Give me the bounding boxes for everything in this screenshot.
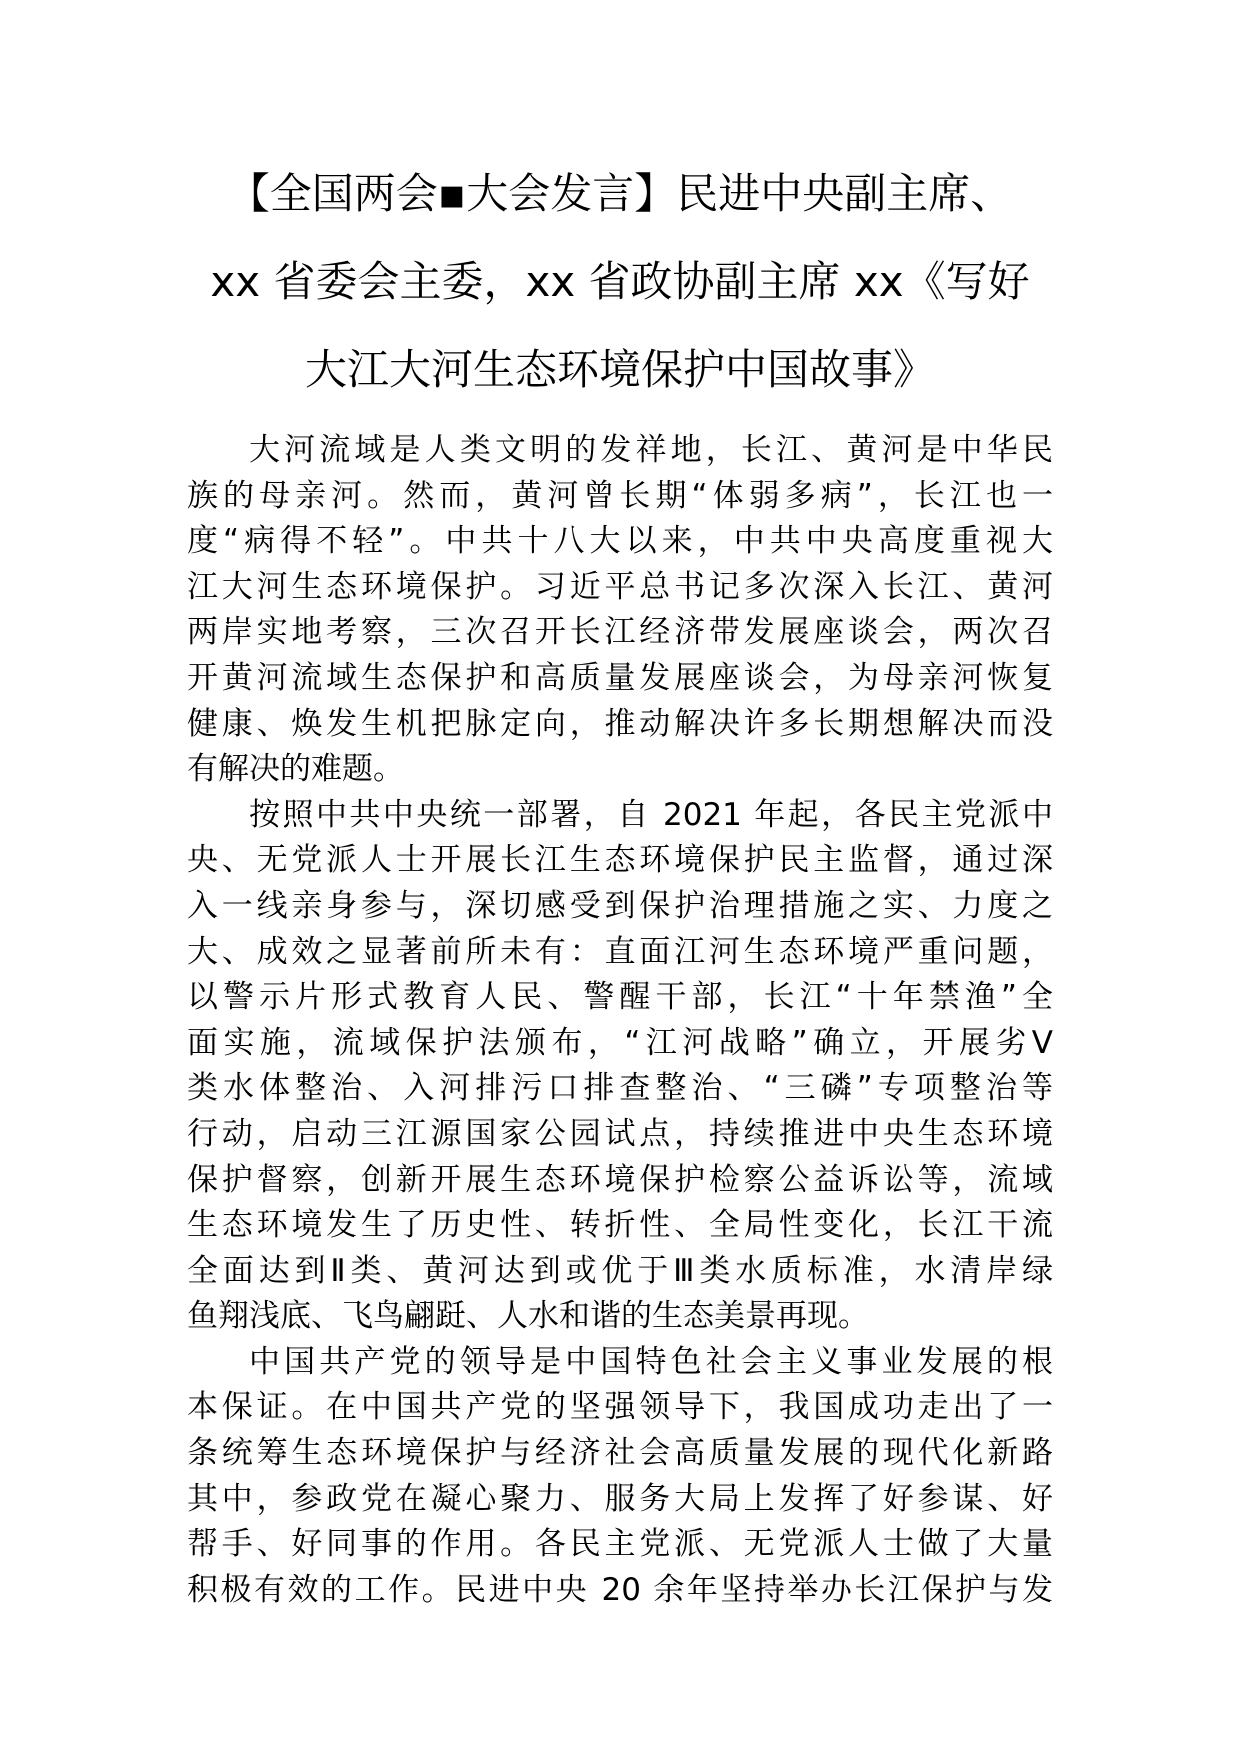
text-line: 积极有效的工作。民进中央 20 余年坚持举办长江保护与发 [187, 1571, 1053, 1608]
text-line: 本保证。在中国共产党的坚强领导下，我国成功走出了一 [187, 1389, 1053, 1426]
text-line: 江大河生态环境保护。习近平总书记多次深入长江、黄河 [187, 568, 1053, 605]
text-line: 大、成效之显著前所未有：直面江河生态环境严重问题， [187, 933, 1053, 970]
text-line: 其中，参政党在凝心聚力、服务大局上发挥了好参谋、好 [187, 1480, 1053, 1517]
text-line: 鱼翔浅底、飞鸟翩跹、人水和谐的生态美景再现。 [187, 1298, 869, 1335]
text-line: 两岸实地考察，三次召开长江经济带发展座谈会，两次召 [187, 614, 1053, 651]
text-line: 帮手、好同事的作用。各民主党派、无党派人士做了大量 [187, 1526, 1053, 1563]
text-line: 入一线亲身参与，深切感受到保护治理措施之实、力度之 [187, 887, 1053, 924]
text-line: 类水体整治、入河排污口排查整治、“三磷”专项整治等 [187, 1070, 1053, 1107]
text-line: 央、无党派人士开展长江生态环境保护民主监督，通过深 [187, 842, 1053, 879]
text-line: 以警示片形式教育人民、警醒干部，长江“十年禁渔”全 [187, 979, 1053, 1016]
text-line: 全面达到Ⅱ类、黄河达到或优于Ⅲ类水质标准，水清岸绿 [187, 1252, 1053, 1289]
title-line: 大江大河生态环境保护中国故事》 [304, 345, 935, 394]
text-line: 度“病得不轻”。中共十八大以来，中共中央高度重视大 [187, 523, 1053, 560]
text-line: 有解决的难题。 [187, 751, 404, 788]
text-line: 族的母亲河。然而，黄河曾长期“体弱多病”，长江也一 [187, 477, 1053, 514]
text-line: 健康、焕发生机把脉定向，推动解决许多长期想解决而没 [187, 705, 1053, 742]
paragraph [187, 428, 1053, 793]
paragraph [187, 1340, 1053, 1614]
text-line: 开黄河流域生态保护和高质量发展座谈会，为母亲河恢复 [187, 659, 1053, 696]
text-line: 生态环境发生了历史性、转折性、全局性变化，长江干流 [187, 1207, 1053, 1244]
document-title [150, 150, 1090, 414]
title-line: 【全国两会▪大会发言】民进中央副主席、 [227, 169, 1013, 218]
paragraph [187, 793, 1053, 1340]
text-line: 条统筹生态环境保护与经济社会高质量发展的现代化新路 [187, 1435, 1053, 1472]
text-line: 中国共产党的领导是中国特色社会主义事业发展的根 [249, 1343, 1053, 1380]
text-line: 面实施，流域保护法颁布，“江河战略”确立，开展劣Ⅴ [187, 1024, 1053, 1061]
text-line: 按照中共中央统一部署，自 2021 年起，各民主党派中 [249, 796, 1053, 833]
text-line: 保护督察，创新开展生态环境保护检察公益诉讼等，流域 [187, 1161, 1053, 1198]
document-body [187, 428, 1053, 1613]
text-line: 大河流域是人类文明的发祥地，长江、黄河是中华民 [249, 432, 1053, 468]
title-line: xx 省委会主委，xx 省政协副主席 xx《写好 [210, 257, 1030, 306]
text-line: 行动，启动三江源国家公园试点，持续推进中央生态环境 [187, 1115, 1053, 1152]
